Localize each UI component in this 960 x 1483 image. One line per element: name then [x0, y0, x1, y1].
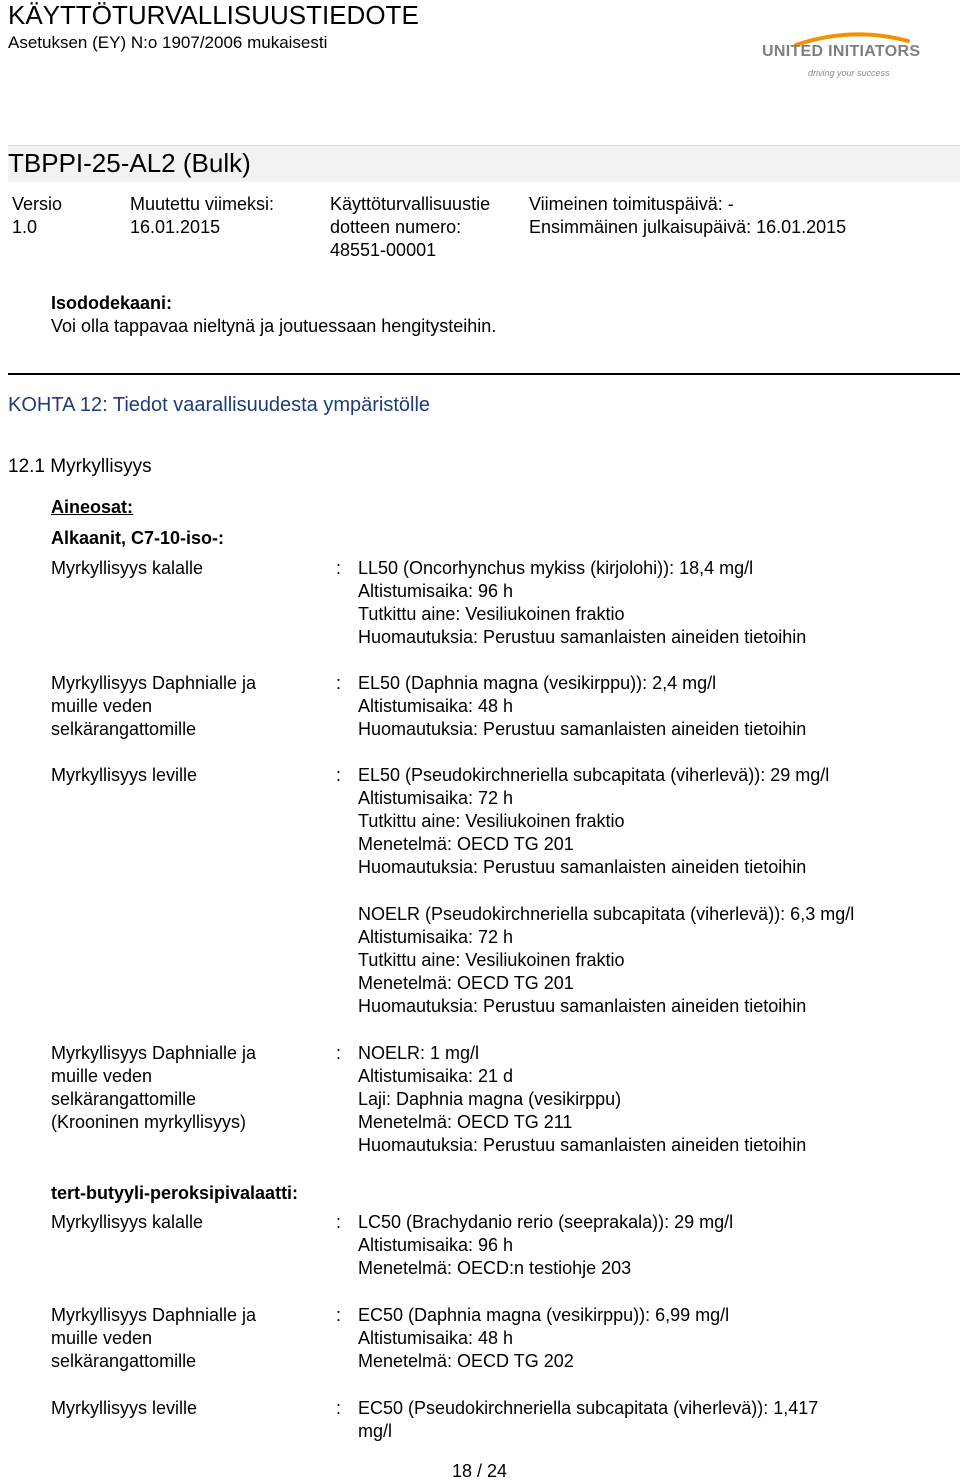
version-block	[12, 193, 62, 239]
sds-value: 48551-00001	[330, 240, 437, 260]
first-publish-date: Ensimmäinen julkaisupäivä: 16.01.2015	[529, 217, 847, 237]
colon: :	[336, 1212, 342, 1232]
tox-label: Myrkyllisyys leville	[51, 765, 198, 785]
document-title: KÄYTTÖTURVALLISUUSTIEDOTE	[8, 0, 419, 30]
regulation-subtitle: Asetuksen (EY) N:o 1907/2006 mukaisesti	[8, 33, 328, 52]
modified-block	[130, 193, 274, 239]
sds-label-1: Käyttöturvallisuustie	[330, 194, 491, 214]
tox-value: LC50 (Brachydanio rerio (seeprakala)): 29 mg/l Altistumisaika: 96 h Menetelmä: OECD:n testiohje 203	[358, 1212, 734, 1278]
page-number: 18 / 24	[452, 1461, 508, 1481]
tox-value: NOELR (Pseudokirchneriella subcapitata (viherlevä)): 6,3 mg/l Altistumisaika: 72 h Tutkittu aine: Vesiliukoinen fraktio Menetelmä: OECD TG 201 Huomautuksia: Perustuu samanlaisten aineiden tietoihin	[358, 904, 855, 1016]
tox-value: NOELR: 1 mg/l Altistumisaika: 21 d Laji: Daphnia magna (vesikirppu) Menetelmä: OECD TG 211 Huomautuksia: Perustuu samanlaisten aineiden tietoihin	[358, 1043, 807, 1155]
note-heading: Isododekaani:	[51, 293, 173, 313]
company-logo	[762, 32, 952, 76]
version-label: Versio	[12, 194, 63, 214]
sds-label-2: dotteen numero:	[330, 217, 462, 237]
components-label: Aineosat:	[51, 497, 134, 517]
tox-label: Myrkyllisyys kalalle	[51, 558, 204, 578]
colon: :	[336, 1305, 342, 1325]
version-value: 1.0	[12, 217, 38, 237]
tox-value: EL50 (Pseudokirchneriella subcapitata (viherlevä)): 29 mg/l Altistumisaika: 72 h Tutkittu aine: Vesiliukoinen fraktio Menetelmä: OECD TG 201 Huomautuksia: Perustuu samanlaisten aineiden tietoihin	[358, 765, 830, 877]
tox-label: Myrkyllisyys leville	[51, 1398, 198, 1418]
last-delivery-date: Viimeinen toimituspäivä: -	[529, 194, 734, 214]
tox-label: Myrkyllisyys Daphnialle ja muille veden selkärangattomille	[51, 1305, 257, 1371]
tox-value: EC50 (Pseudokirchneriella subcapitata (viherlevä)): 1,417 mg/l	[358, 1398, 819, 1441]
sds-number-block	[330, 193, 490, 262]
dates-block	[529, 193, 846, 239]
substance-heading: Alkaanit, C7-10-iso-:	[51, 528, 225, 548]
subsection-title: 12.1 Myrkyllisyys	[8, 456, 152, 477]
colon: :	[336, 558, 342, 578]
tox-value: LL50 (Oncorhynchus mykiss (kirjolohi)): 18,4 mg/l Altistumisaika: 96 h Tutkittu aine: Vesiliukoinen fraktio Huomautuksia: Perustuu samanlaisten aineiden tietoihin	[358, 558, 807, 647]
tox-label: Myrkyllisyys Daphnialle ja muille veden selkärangattomille (Krooninen myrkyllisyys)	[51, 1043, 257, 1132]
colon: :	[336, 673, 342, 693]
logo-name: UNITED INITIATORS	[762, 43, 921, 60]
tox-value: EL50 (Daphnia magna (vesikirppu)): 2,4 mg/l Altistumisaika: 48 h Huomautuksia: Perustuu samanlaisten aineiden tietoihin	[358, 673, 807, 739]
modified-label: Muutettu viimeksi:	[130, 194, 275, 214]
substance-heading: tert-butyyli-peroksipivalaatti:	[51, 1183, 299, 1203]
tox-value: EC50 (Daphnia magna (vesikirppu)): 6,99 mg/l Altistumisaika: 48 h Menetelmä: OECD TG 202	[358, 1305, 730, 1371]
section-title: KOHTA 12: Tiedot vaarallisuudesta ympäristölle	[8, 394, 431, 416]
product-name: TBPPI-25-AL2 (Bulk)	[8, 148, 251, 178]
section-divider	[8, 373, 960, 375]
logo-tagline: driving your success	[808, 68, 890, 78]
colon: :	[336, 1043, 342, 1063]
colon: :	[336, 1398, 342, 1418]
tox-label: Myrkyllisyys kalalle	[51, 1212, 204, 1232]
tox-label: Myrkyllisyys Daphnialle ja muille veden selkärangattomille	[51, 673, 257, 739]
modified-value: 16.01.2015	[130, 217, 221, 237]
colon: :	[336, 765, 342, 785]
note-text: Voi olla tappavaa nieltynä ja joutuessaan hengitysteihin.	[51, 316, 497, 336]
